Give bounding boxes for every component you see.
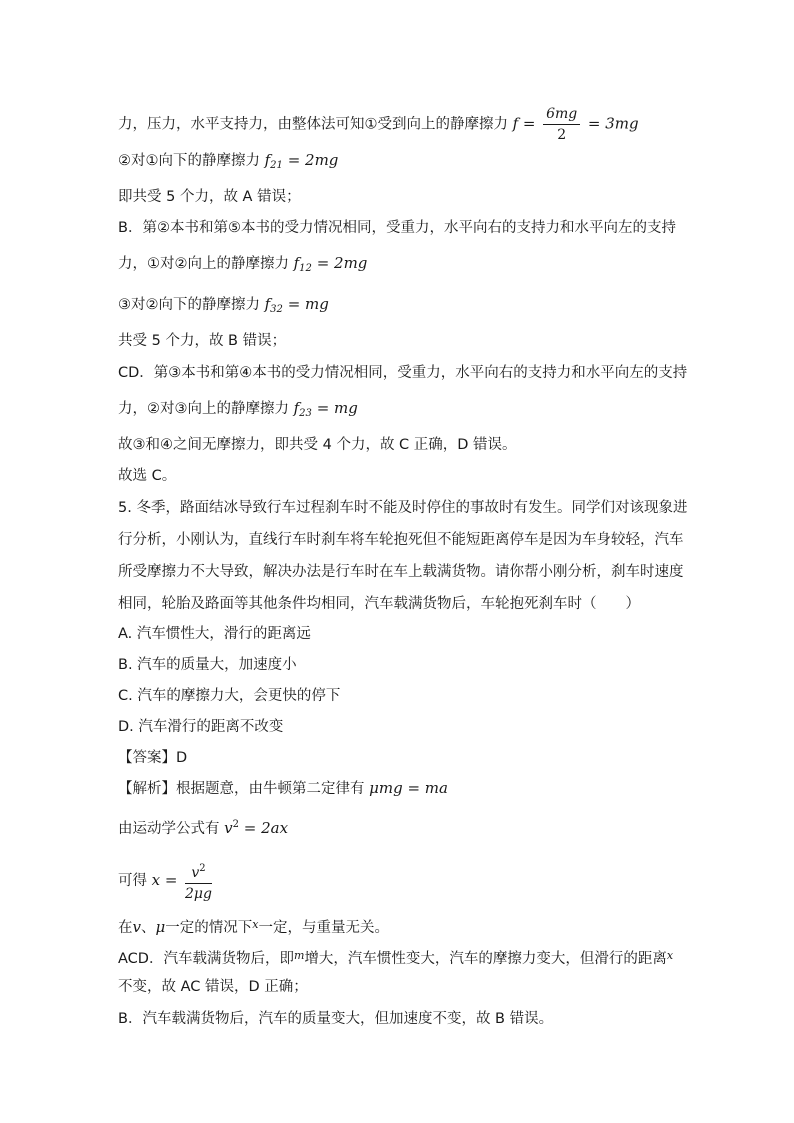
answer-line <box>118 748 678 768</box>
formula-sup: 2 <box>232 819 239 830</box>
text: 力，②对③向上的静摩擦力 <box>118 401 289 417</box>
question-stem-line: 相同，轮胎及路面等其他条件均相同，汽车载满货物后，车轮抱死刹车时（ ） <box>118 596 640 612</box>
text: 增大，汽车惯性变大，汽车的摩擦力变大，但滑行的距离 <box>304 951 667 967</box>
paragraph-line <box>118 860 678 902</box>
formula-sub: 23 <box>299 408 312 419</box>
option-d: D. 汽车滑行的距离不改变 <box>118 719 284 735</box>
text: 在 <box>118 920 133 936</box>
paragraph-line: B．第②本书和第⑤本书的受力情况相同，受重力，水平向右的支持力和水平向左的支持 <box>118 220 676 236</box>
formula-var: v <box>191 864 200 881</box>
formula <box>294 399 358 417</box>
text: 力，①对②向上的静摩擦力 <box>118 256 289 272</box>
paragraph-line <box>118 106 678 143</box>
formula-rhs: = 2mg <box>287 151 339 169</box>
paragraph-line: B．汽车载满货物后，汽车的质量变大，但加速度不变，故 B 错误。 <box>118 1011 554 1027</box>
formula-rhs: = 3mg <box>587 114 639 133</box>
answer-tag: 【答案】 <box>118 750 176 766</box>
paragraph-line: 即共受 5 个力，故 A 错误； <box>118 189 301 205</box>
paragraph-line <box>118 398 678 424</box>
text: 由运动学公式有 <box>118 821 220 837</box>
formula-var: v <box>224 819 233 837</box>
option-b: B. 汽车的质量大，加速度小 <box>118 657 297 673</box>
formula-var: f <box>264 295 271 313</box>
formula-rhs: = 2ax <box>243 819 289 837</box>
paragraph-line: 故选 C。 <box>118 468 177 484</box>
formula-var: f <box>293 399 300 417</box>
formula-rhs: = mg <box>287 295 329 313</box>
paragraph-line <box>118 815 678 839</box>
fraction <box>185 861 212 902</box>
formula-sup: 2 <box>199 862 206 874</box>
fraction-denominator: 2μg <box>185 885 212 902</box>
question-stem-line: 行分析，小刚认为，直线行车时刹车将车轮抱死但不能短距离停车是因为车身较轻，汽车 <box>118 532 684 548</box>
formula-kinematics <box>224 819 288 837</box>
text: ACD．汽车载满货物后，即 <box>118 951 294 967</box>
option-a: A. 汽车惯性大，滑行的距离远 <box>118 626 311 642</box>
formula-var: f <box>293 254 300 272</box>
text: 、 <box>140 920 156 936</box>
paragraph-line: 故③和④之间无摩擦力，即共受 4 个力，故 C 正确，D 错误。 <box>118 437 517 453</box>
text: 一定，与重量无关。 <box>258 920 389 936</box>
paragraph-line <box>118 915 678 938</box>
option-c: C. 汽车的摩擦力大，会更快的停下 <box>118 688 341 704</box>
formula-var: v <box>132 918 141 936</box>
fraction-numerator: 6mg <box>543 106 580 125</box>
formula-var: x <box>252 918 259 931</box>
analysis-tag: 【解析】 <box>118 781 176 797</box>
text: ③对②向下的静摩擦力 <box>118 297 260 313</box>
formula-rhs: = 2mg <box>316 254 368 272</box>
fraction-numerator <box>185 861 212 884</box>
text: 一定的情况下 <box>165 920 253 936</box>
text: 力，压力，水平支持力，由整体法可知①受到向上的静摩擦力 <box>118 116 508 133</box>
paragraph-line: CD．第③本书和第④本书的受力情况相同，受重力，水平向右的支持力和水平向左的支持 <box>118 365 688 381</box>
formula-var: x <box>666 949 674 962</box>
formula-f: f = <box>512 114 536 133</box>
answer-value: D <box>176 750 188 766</box>
formula-rhs: = mg <box>316 399 358 417</box>
formula-newton: μmg = ma <box>369 779 448 797</box>
text: 根据题意，由牛顿第二定律有 <box>176 781 365 797</box>
formula-var: f <box>264 151 271 169</box>
formula <box>265 295 329 313</box>
paragraph-line <box>118 294 678 320</box>
text: ②对①向下的静摩擦力 <box>118 153 260 169</box>
text: 可得 <box>118 873 147 889</box>
question-stem-line: 所受摩擦力不大导致，解决办法是行车时在车上载满货物。请你帮小刚分析，刹车时速度 <box>118 564 684 580</box>
formula-var: μ <box>155 918 166 936</box>
formula-sub: 21 <box>270 160 283 171</box>
paragraph-line <box>118 946 678 969</box>
analysis-line <box>118 778 678 799</box>
paragraph-line: 不变，故 AC 错误，D 正确； <box>118 979 308 995</box>
formula-sub: 12 <box>299 263 312 274</box>
paragraph-line: 共受 5 个力，故 B 错误； <box>118 333 287 349</box>
formula-sub: 32 <box>270 304 283 315</box>
formula-lhs: x = <box>151 871 178 889</box>
paragraph-line <box>118 150 678 176</box>
fraction-denominator: 2 <box>557 127 567 143</box>
paragraph-line <box>118 253 678 279</box>
formula <box>265 151 339 169</box>
question-stem-line: 5. 冬季，路面结冰导致行车过程刹车时不能及时停住的事故时有发生。同学们对该现象进 <box>118 500 688 516</box>
formula <box>294 254 368 272</box>
fraction <box>543 106 580 143</box>
formula-var: m <box>293 949 305 962</box>
